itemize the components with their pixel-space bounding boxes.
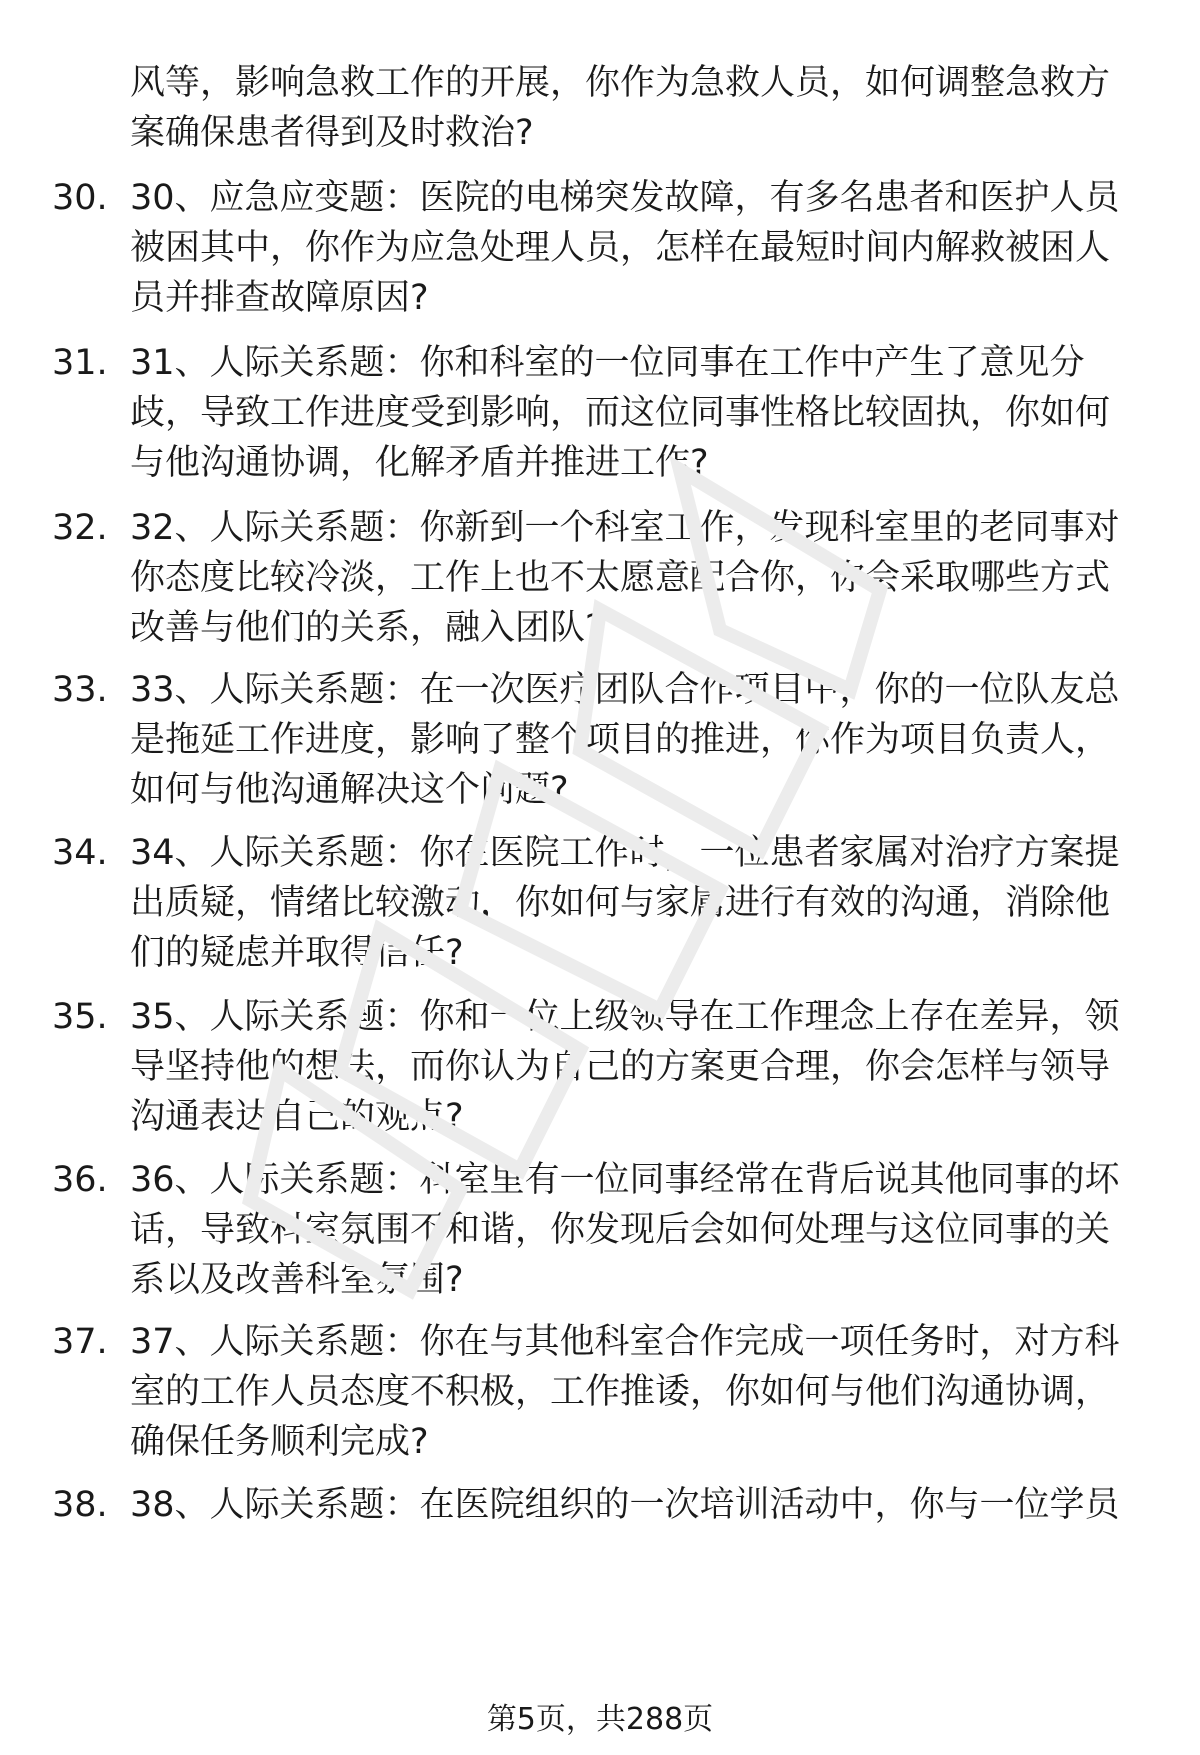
item-number: 37. [52, 1322, 108, 1362]
item-number: 34. [52, 833, 108, 873]
item-number: 36. [52, 1160, 108, 1200]
item-number: 38. [52, 1485, 108, 1525]
item-text: 36、人际关系题：科室里有一位同事经常在背后说其他同事的坏话，导致科室氛围不和谐，你发现后会如何处理与这位同事的关系以及改善科室氛围? [130, 1160, 1120, 1300]
item-text: 30、应急应变题：医院的电梯突发故障，有多名患者和医护人员被困其中，你作为应急处理人员，怎样在最短时间内解救被困人员并排查故障原因? [130, 178, 1120, 318]
item-text: 34、人际关系题：你在医院工作时，一位患者家属对治疗方案提出质疑，情绪比较激动，你如何与家属进行有效的沟通，消除他们的疑虑并取得信任? [130, 833, 1120, 973]
item-number: 31. [52, 343, 108, 383]
page-footer: 第5页，共288页 [486, 1702, 714, 1737]
item-text: 35、人际关系题：你和一位上级领导在工作理念上存在差异，领导坚持他的想法，而你认为自己的方案更合理，你会怎样与领导沟通表达自己的观点? [130, 997, 1120, 1137]
item-text: 31、人际关系题：你和科室的一位同事在工作中产生了意见分歧，导致工作进度受到影响，而这位同事性格比较固执，你如何与他沟通协调，化解矛盾并推进工作? [130, 343, 1111, 483]
item-text: 38、人际关系题：在医院组织的一次培训活动中，你与一位学员 [130, 1485, 1120, 1525]
item-text: 37、人际关系题：你在与其他科室合作完成一项任务时，对方科室的工作人员态度不积极，工作推诿，你如何与他们沟通协调，确保任务顺利完成? [130, 1322, 1120, 1462]
item-number: 33. [52, 670, 108, 710]
item-number: 32. [52, 508, 108, 548]
item-number: 35. [52, 997, 108, 1037]
item-number: 30. [52, 178, 108, 218]
continuation-paragraph: 风等，影响急救工作的开展，你作为急救人员，如何调整急救方案确保患者得到及时救治? [130, 63, 1111, 153]
item-text: 32、人际关系题：你新到一个科室工作，发现科室里的老同事对你态度比较冷淡，工作上也不太愿意配合你，你会采取哪些方式改善与他们的关系，融入团队? [130, 508, 1120, 648]
item-text: 33、人际关系题：在一次医疗团队合作项目中，你的一位队友总是拖延工作进度，影响了整个项目的推进，你作为项目负责人，如何与他沟通解决这个问题? [130, 670, 1120, 810]
